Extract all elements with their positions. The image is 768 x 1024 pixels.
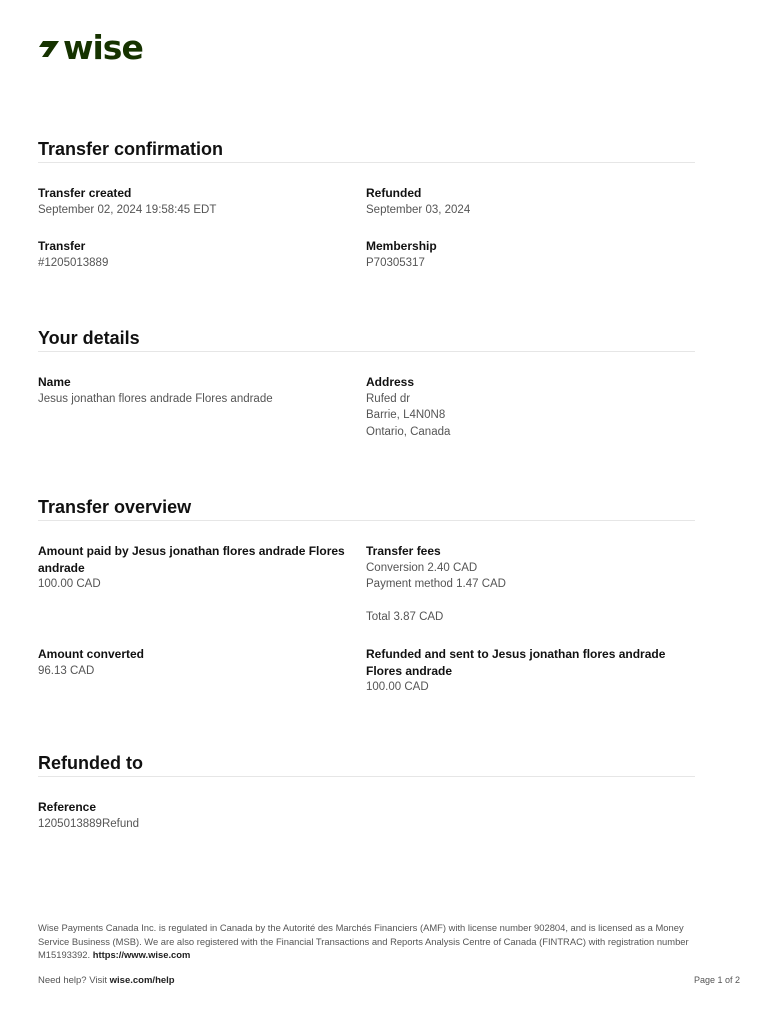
field-value: 100.00 CAD <box>38 578 101 590</box>
refund-sent-field <box>366 646 676 696</box>
field-value: September 03, 2024 <box>366 203 471 216</box>
field-label: Membership <box>366 239 437 253</box>
transfer-id-field <box>38 238 348 271</box>
amount-paid-field <box>38 543 348 593</box>
field-value: 1205013889Refund <box>38 817 140 830</box>
page-number: Page 1 of 2 <box>694 975 741 985</box>
transfer-overview-section <box>38 494 695 721</box>
refunded-date-field <box>366 185 676 218</box>
section-title: Refunded to <box>38 750 695 777</box>
fee-payment-method: Payment method 1.47 CAD <box>366 578 506 590</box>
field-label: Amount paid by Jesus jonathan flores andrade Flores andrade <box>38 544 345 575</box>
wise-website-link[interactable]: https://www.wise.com <box>92 949 191 960</box>
wise-logo-text: wise <box>63 28 143 67</box>
legal-disclaimer <box>38 921 698 962</box>
field-label: Name <box>38 375 71 389</box>
transfer-confirmation-section <box>38 136 695 269</box>
legal-text: Wise Payments Canada Inc. is regulated in Canada by the Autorité des Marchés Financiers (AMF) with license number 902804, and is licensed as a Money Service Business (MSB). We are also registered with the Financial Transactions and Reports Analysis Centre of Canada (FINTRAC) with registration number M15193392. <box>38 922 689 960</box>
address-line: Ontario, Canada <box>366 425 451 438</box>
address-field <box>366 374 676 440</box>
address-line: Barrie, L4N0N8 <box>366 409 446 421</box>
field-label: Refunded <box>366 186 422 200</box>
field-label: Amount converted <box>38 647 145 661</box>
field-value: P70305317 <box>366 256 425 269</box>
wise-flag-icon <box>38 37 60 59</box>
field-label: Address <box>366 375 415 389</box>
your-details-section <box>38 325 695 452</box>
field-value: September 02, 2024 19:58:45 EDT <box>38 203 217 216</box>
section-title: Transfer confirmation <box>38 136 695 163</box>
field-value: 96.13 CAD <box>38 664 95 677</box>
field-label: Reference <box>38 800 97 814</box>
fee-conversion: Conversion 2.40 CAD <box>366 561 478 574</box>
name-field <box>38 374 348 407</box>
fee-total: Total 3.87 CAD <box>366 611 444 623</box>
transfer-fees-field <box>366 543 676 626</box>
refunded-to-section <box>38 750 695 837</box>
help-link[interactable]: wise.com/help <box>109 975 175 986</box>
field-label: Transfer fees <box>366 544 441 558</box>
field-value: 100.00 CAD <box>366 681 429 693</box>
field-value: #1205013889 <box>38 256 109 269</box>
address-line: Rufed dr <box>366 392 411 405</box>
transfer-created-field <box>38 185 348 218</box>
field-label: Refunded and sent to Jesus jonathan flores andrade Flores andrade <box>366 647 666 678</box>
field-label: Transfer created <box>38 186 132 200</box>
membership-field <box>366 238 676 271</box>
field-value: Jesus jonathan flores andrade Flores andrade <box>38 392 273 405</box>
amount-converted-field <box>38 646 348 679</box>
section-title: Your details <box>38 325 695 352</box>
wise-logo <box>38 28 143 67</box>
help-line <box>38 975 175 986</box>
reference-field <box>38 799 348 832</box>
field-label: Transfer <box>38 239 86 253</box>
help-prefix: Need help? Visit <box>38 975 108 986</box>
section-title: Transfer overview <box>38 494 695 521</box>
